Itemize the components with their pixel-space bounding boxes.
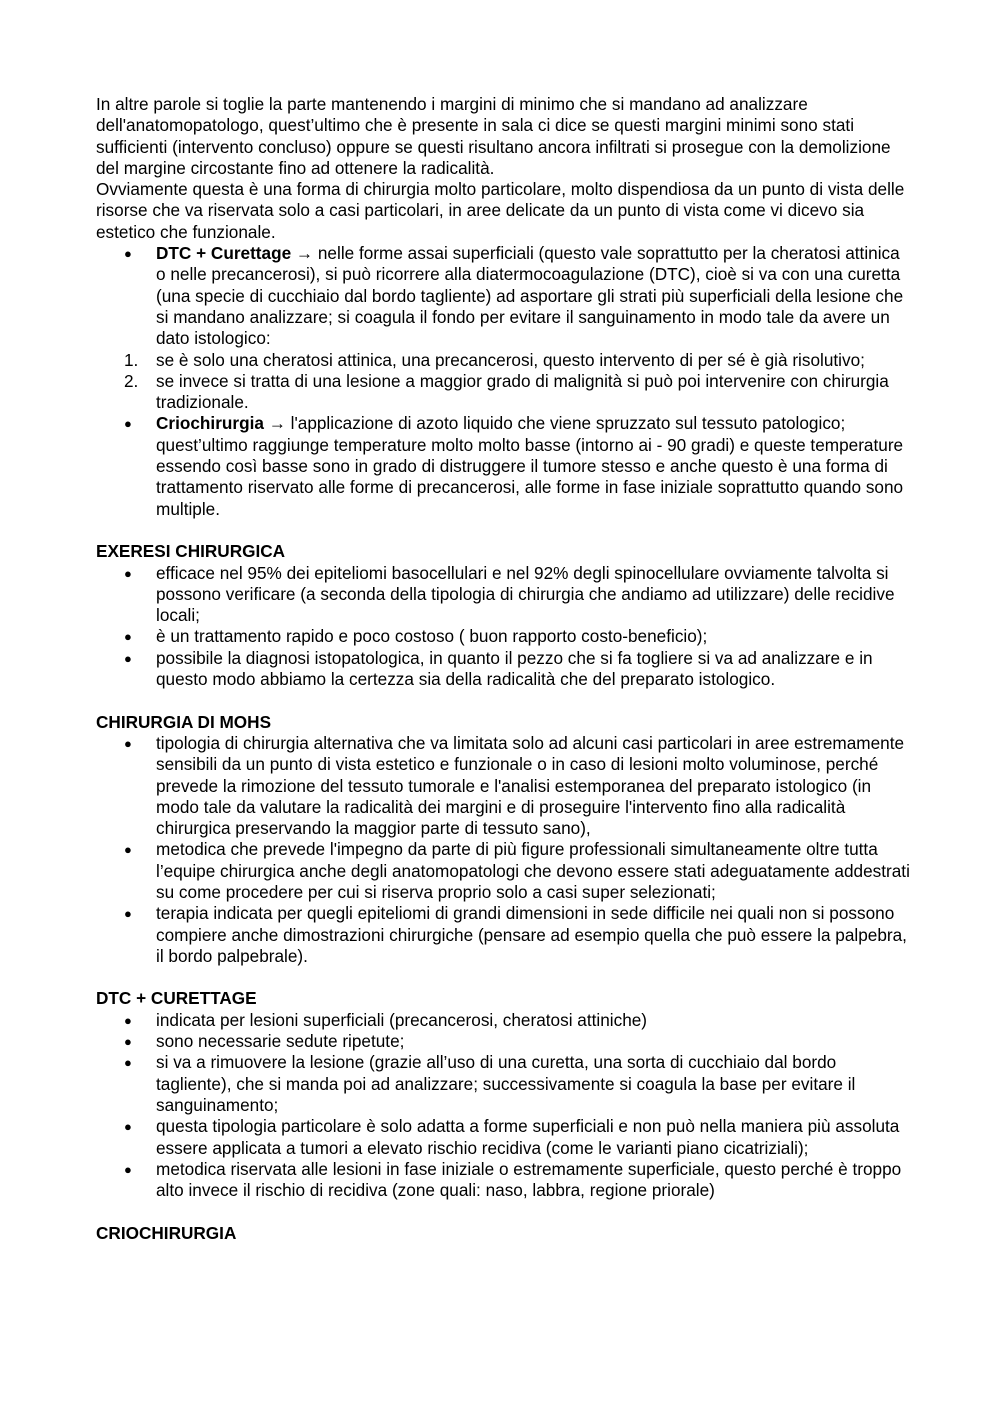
list-item [96, 733, 910, 839]
list-item-text: si va a rimuovere la lesione (grazie all’uso di una curetta, una sorta di cucchiaio dal bordo tagliente), che si manda poi ad analizzare; successivamente si coagula la base per evitare il sanguinamento; [156, 1052, 856, 1115]
list-item-text: metodica che prevede l'impegno da parte di più figure professionali simultaneamente oltre tutta l’equipe chirurgica anche degli anatomopatologi che devono essere stati adeguatamente addestrati su come procedere per cui si riserva proprio solo a casi super selezionati; [156, 839, 910, 902]
bullet-icon: ● [124, 906, 132, 922]
bullet-icon: ● [124, 1012, 132, 1028]
bullet-icon: ● [124, 416, 132, 432]
list-item-text: questa tipologia particolare è solo adatta a forme superficiali e non può nella maniera più assoluta essere applicata a tumori a elevato rischio recidiva (come le varianti piano cicatriziali); [156, 1116, 900, 1158]
list-item-text: possibile la diagnosi istopatologica, in quanto il pezzo che si fa togliere si va ad analizzare e in questo modo abbiamo la certezza sia della radicalità che del preparato istologico. [156, 647, 873, 690]
bullet-icon: ● [124, 565, 132, 581]
bullet-icon: ● [124, 246, 132, 262]
section-heading-criochirurgia: CRIOCHIRURGIA [96, 1222, 237, 1243]
bullet-icon: ● [124, 1055, 132, 1071]
list-item-text: metodica riservata alle lesioni in fase iniziale o estremamente superficiale, questo perché è troppo alto invece il rischio di recidiva (zone quali: naso, labbra, regione priorale) [156, 1158, 902, 1201]
list-item [96, 563, 910, 627]
term-dtc: DTC + Curettage [156, 243, 292, 264]
list-item [96, 1010, 910, 1031]
list-item-text: è un trattamento rapido e poco costoso ( buon rapporto costo-beneficio); [156, 626, 708, 647]
list-item-crio [96, 413, 910, 519]
list-item-text: indicata per lesioni superficiali (precancerosi, cheratosi attiniche) [156, 1009, 648, 1030]
item-number: 1. [124, 349, 139, 370]
list-item [96, 1159, 910, 1202]
list-item [96, 1116, 910, 1159]
list-item-text: efficace nel 95% dei epiteliomi basocellulari e nel 92% degli spinocellulare ovviamente talvolta si possono verificare (a seconda della tipologia di chirurgia che andiamo ad utilizzare) delle recidive locali; [156, 562, 895, 626]
numbered-item-1 [96, 350, 910, 371]
list-item [96, 903, 910, 967]
section-list-dtc-curettage [96, 1010, 910, 1202]
list-item-text: terapia indicata per quegli epiteliomi di grandi dimensioni in sede difficile nei quali non si possono compiere anche dimostrazioni chirurgiche (pensare ad esempio quella che può essere la palpebra, il bordo palpebrale). [156, 903, 907, 966]
section-list-exeresi [96, 563, 910, 691]
treatment-list [96, 243, 910, 520]
bullet-icon: ● [124, 1034, 132, 1050]
description-crio: → l'applicazione di azoto liquido che viene spruzzato sul tessuto patologico; quest’ultimo raggiunge temperature molto molto basse (intorno ai - 90 gradi) e queste temperature essendo così basse sono in grado di distruggere il tumore stesso e anche questo è una forma di trattamento riservato alle forme di precancerosi, alle forme in fase iniziale soprattutto quando sono multiple. [156, 413, 904, 519]
list-item [96, 839, 910, 903]
section-heading-dtc-curettage: DTC + CURETTAGE [96, 988, 257, 1009]
item-number: 2. [124, 370, 139, 391]
list-item [96, 626, 910, 647]
intro-paragraph-2: Ovviamente questa è una forma di chirurgia molto particolare, molto dispendiosa da un punto di vista delle risorse che va riservata solo a casi particolari, in aree delicate da un punto di vista come vi dicevo sia estetico che funzionale. [96, 179, 905, 242]
list-item [96, 648, 910, 691]
numbered-item-2 [96, 371, 910, 414]
list-item-text: tipologia di chirurgia alternativa che va limitata solo ad alcuni casi particolari in aree estremamente sensibili da un punto di vista estetico e funzionale o in caso di lesioni molto voluminose, perché prevede la rimozione del tessuto tumorale e l'analisi estemporanea del preparato istologico (in modo tale da valutare la radicalità dei margini e di proseguire l'intervento fino alla radicalità chirurgica preservando la maggior parte di tessuto sano), [156, 732, 905, 839]
list-item [96, 1031, 910, 1052]
bullet-icon: ● [124, 650, 132, 666]
numbered-item-text: se è solo una cheratosi attinica, una precancerosi, questo intervento di per sé è già risolutivo; [156, 349, 865, 370]
bullet-icon: ● [124, 629, 132, 645]
bullet-icon: ● [124, 735, 132, 751]
intro-paragraph-1: In altre parole si toglie la parte mantenendo i margini di minimo che si mandano ad analizzare dell'anatomopatologo, quest’ultimo che è presente in sala ci dice se questi margini minimi sono stati sufficienti (intervento concluso) oppure se questi risultano ancora infiltrati si prosegue con la demolizione del margine circostante fino ad ottenere la radicalità. [96, 94, 891, 178]
bullet-icon: ● [124, 842, 132, 858]
section-heading-exeresi: EXERESI CHIRURGICA [96, 541, 286, 562]
list-item-text: sono necessarie sedute ripetute; [156, 1031, 405, 1052]
bullet-icon: ● [124, 1161, 132, 1177]
section-heading-mohs: CHIRURGIA DI MOHS [96, 711, 272, 732]
description-dtc: → nelle forme assai superficiali (questo vale soprattutto per la cheratosi attinica o nelle precancerosi), si può ricorrere alla diatermocoagulazione (DTC), cioè si va con una curetta (una specie di cucchiaio dal bordo tagliente) ad asportare gli strati più superficiali della lesione che si mandano analizzare; si coagula il fondo per evitare il sanguinamento in modo tale da avere un dato istologico: [156, 243, 904, 349]
bullet-icon: ● [124, 1119, 132, 1135]
numbered-item-text: se invece si tratta di una lesione a maggior grado di malignità si può poi intervenire con chirurgia tradizionale. [156, 370, 889, 413]
list-item-dtc [96, 243, 910, 349]
section-list-mohs [96, 733, 910, 967]
term-crio: Criochirurgia [156, 413, 264, 434]
list-item [96, 1052, 910, 1116]
